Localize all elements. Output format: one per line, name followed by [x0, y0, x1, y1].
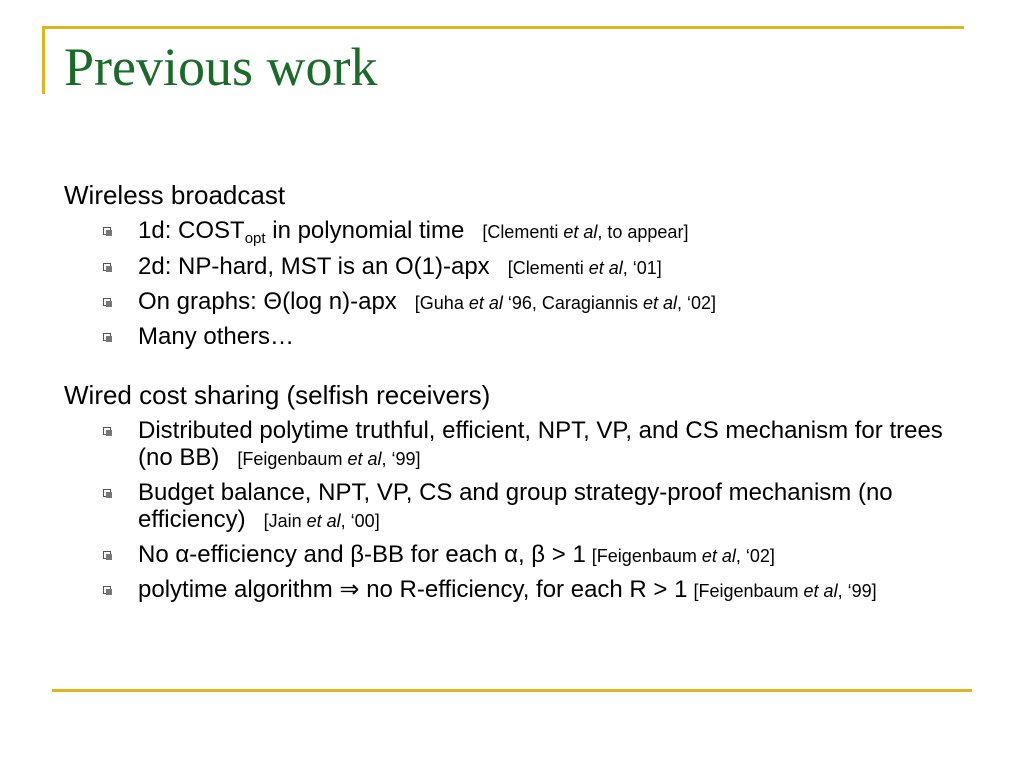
square-bullet-icon: [103, 489, 111, 497]
list-item: [64, 576, 984, 605]
square-bullet-icon: [103, 227, 111, 235]
item-text: 1d: COST: [138, 217, 245, 244]
item-text: Budget balance, NPT, VP, CS and group strategy-proof mechanism (no efficiency): [138, 479, 893, 533]
list-item: [64, 479, 984, 535]
citation: [237, 449, 420, 469]
citation-year: , ‘99]: [837, 581, 877, 601]
accent-vertical-rule: [42, 26, 45, 94]
citation-year: , ‘02]: [735, 546, 775, 566]
citation: [693, 581, 876, 601]
citation-etal: et al: [347, 449, 382, 469]
citation-year: , ‘00]: [340, 511, 380, 531]
section-heading-wireless: Wireless broadcast: [64, 180, 286, 210]
section-heading-wired: Wired cost sharing (selfish receivers): [64, 380, 491, 410]
citation: [264, 511, 380, 531]
citation-year: , ‘99]: [381, 449, 421, 469]
citation-author: [Feigenbaum: [237, 449, 348, 469]
list-item: [64, 217, 984, 247]
list-item: [64, 253, 984, 282]
citation-author: [Feigenbaum: [693, 581, 804, 601]
citation-year: , to appear]: [597, 222, 689, 242]
list-item: [64, 417, 984, 473]
wired-bullet-list: [64, 417, 984, 605]
citation-year: , ‘01]: [622, 258, 662, 278]
citation-etal: et al: [642, 293, 677, 313]
square-bullet-icon: [103, 333, 111, 341]
citation-etal: et al: [563, 222, 598, 242]
citation: [508, 258, 662, 278]
citation-author: [Clementi: [507, 258, 589, 278]
item-text: 2d: NP-hard, MST is an O(1)-apx: [138, 253, 490, 280]
item-text: On graphs: Θ(log n)-apx: [138, 288, 397, 315]
item-text: Distributed polytime truthful, efficient, NPT, VP, and CS mechanism for trees (no BB): [138, 417, 943, 471]
slide-title: Previous work: [64, 37, 378, 97]
citation-mid: ‘96, Caragiannis: [502, 293, 643, 313]
list-item: [64, 541, 984, 570]
citation: [592, 546, 775, 566]
slide-content: [64, 180, 984, 605]
wireless-bullet-list: [64, 217, 984, 350]
accent-bottom-rule: [52, 689, 972, 692]
citation-year: , ‘02]: [677, 293, 717, 313]
citation-author: [Guha: [414, 293, 469, 313]
citation-author: [Clementi: [482, 222, 564, 242]
accent-top-rule: [42, 26, 964, 29]
item-subscript: opt: [244, 230, 266, 247]
citation: [415, 293, 716, 313]
list-item: [64, 288, 984, 317]
citation-etal: et al: [306, 511, 341, 531]
square-bullet-icon: [103, 427, 111, 435]
item-text: Many others…: [138, 323, 295, 350]
citation-etal: et al: [468, 293, 503, 313]
list-item: [64, 323, 984, 350]
item-text: polytime algorithm ⇒ no R-efficiency, for each R > 1: [138, 576, 688, 603]
citation: [482, 222, 688, 242]
square-bullet-icon: [103, 298, 111, 306]
item-text: No α-efficiency and β-BB for each α, β > 1: [138, 541, 586, 568]
citation-author: [Feigenbaum: [591, 546, 702, 566]
citation-author: [Jain: [263, 511, 307, 531]
square-bullet-icon: [103, 551, 111, 559]
citation-etal: et al: [701, 546, 736, 566]
square-bullet-icon: [103, 263, 111, 271]
citation-etal: et al: [588, 258, 623, 278]
item-text: in polynomial time: [265, 217, 465, 244]
citation-etal: et al: [803, 581, 838, 601]
square-bullet-icon: [103, 586, 111, 594]
